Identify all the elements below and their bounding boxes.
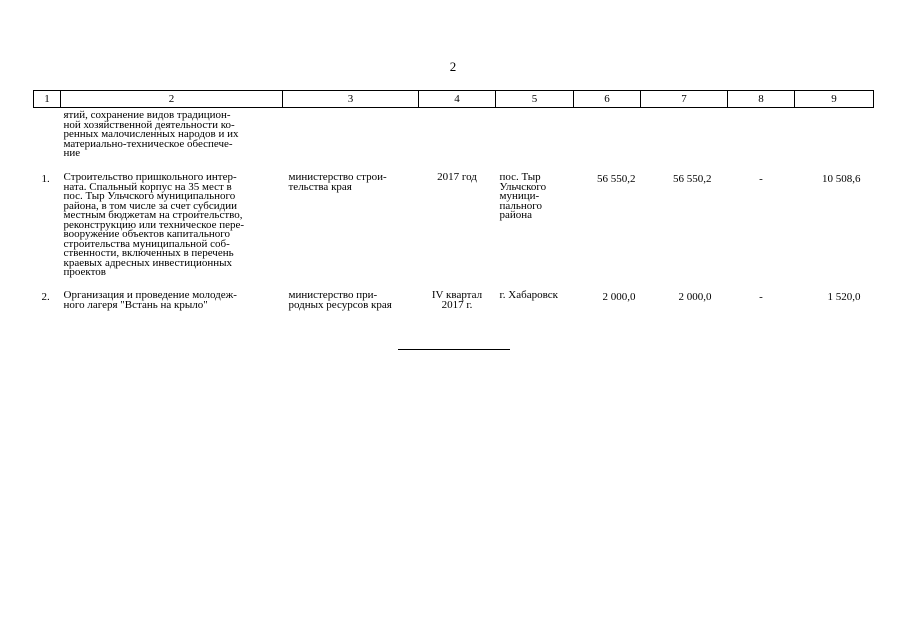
continuation-text: ятий, сохранение видов традицион- ной хозяйственной деятельности ко- ренных малочисленных народов и их материально-техническое обеспече- ние xyxy=(63,109,239,159)
column-header-1: 1 xyxy=(34,91,61,108)
amount-col6: 2 000,0 xyxy=(602,291,636,303)
period: IV квартал 2017 г. xyxy=(431,289,483,311)
amount-col6: 56 550,2 xyxy=(597,173,636,185)
table-header-row xyxy=(34,91,874,108)
continuation-row xyxy=(34,108,874,174)
amount-col8: - xyxy=(759,291,763,303)
amount-col7: 2 000,0 xyxy=(678,291,712,303)
period: 2017 год xyxy=(437,171,477,183)
row-number: 1. xyxy=(41,173,50,185)
amount-col7: 56 550,2 xyxy=(673,173,712,185)
column-header-3: 3 xyxy=(283,91,419,108)
table-row xyxy=(34,173,874,291)
column-header-2: 2 xyxy=(61,91,283,108)
amount-col8: - xyxy=(759,173,763,185)
end-of-document-rule xyxy=(398,349,510,350)
column-header-9: 9 xyxy=(795,91,874,108)
column-header-5: 5 xyxy=(496,91,574,108)
column-header-7: 7 xyxy=(641,91,728,108)
document-table xyxy=(33,90,874,310)
column-header-4: 4 xyxy=(419,91,496,108)
amount-col9: 10 508,6 xyxy=(822,173,861,185)
amount-col9: 1 520,0 xyxy=(827,291,861,303)
page-number: 2 xyxy=(449,59,457,74)
responsible-party: министерство строи- тельства края xyxy=(288,171,387,193)
column-header-6: 6 xyxy=(574,91,641,108)
location: г. Хабаровск xyxy=(499,289,558,301)
responsible-party: министерство при- родных ресурсов края xyxy=(288,289,392,311)
item-name: Организация и проведение молодеж- ного лагеря "Встань на крыло" xyxy=(63,289,237,311)
item-name: Строительство пришкольного интер- ната. Спальный корпус на 35 мест в пос. Тыр Ульчского муниципального района, в том числе за счет субсидии местным бюджетам на строительство, реконструкцию или техническое пере- вооружение объектов капитального строительства муниципальной соб- ственности, включенных в перечень краевых адресных инвестиционных проектов xyxy=(63,171,245,278)
column-header-8: 8 xyxy=(728,91,795,108)
table-row xyxy=(34,291,874,310)
location: пос. Тыр Ульчского муници- пального района xyxy=(499,171,547,221)
row-number: 2. xyxy=(41,291,50,303)
